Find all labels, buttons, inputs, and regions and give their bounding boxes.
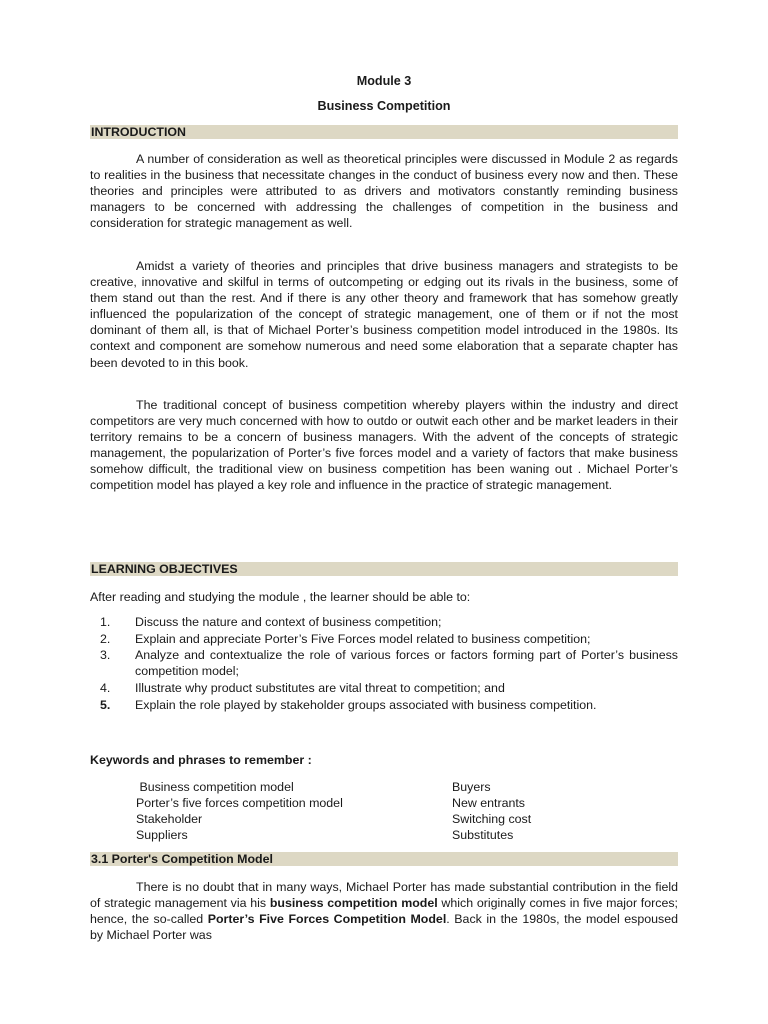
learning-objectives-heading: LEARNING OBJECTIVES bbox=[90, 562, 678, 576]
keyword-item: Buyers bbox=[452, 780, 491, 794]
list-item bbox=[90, 631, 678, 647]
keywords-left-column bbox=[136, 779, 343, 843]
list-item-text: Explain the role played by stakeholder groups associated with business competition. bbox=[135, 697, 597, 712]
intro-paragraph-1: A number of consideration as well as theoretical principles were discussed in Module 2 as regards to realities in the business that necessitate changes in the conduct of business every now and then. These theories and principles were attributed to as drivers and motivators constantly reminding business managers to be concerned with addressing the challenges of competition in the business and consideration for strategic management as well. bbox=[90, 152, 678, 231]
intro-paragraph-2: Amidst a variety of theories and principles that drive business managers and strategists to be creative, innovative and skilful in terms of outcompeting or edging out its rivals in the business, some of them stand out than the rest. And if there is any other theory and framework that has somehow greatly influenced the popularization of the concept of strategic management, one of them or if not the most dominant of them all, is that of Michael Porter’s business competition model introduced in the 1980s. Its context and component are somehow numerous and need some elaboration that a separate chapter has been devoted to in this book. bbox=[90, 259, 678, 370]
list-item-text: Illustrate why product substitutes are vital threat to competition; and bbox=[135, 681, 505, 696]
bold-term: Porter’s Five Forces Competition Model bbox=[207, 912, 447, 927]
module-title: Module 3 bbox=[356, 74, 412, 88]
list-item-text: Explain and appreciate Porter’s Five Forces model related to business competition; bbox=[135, 631, 591, 646]
list-item bbox=[90, 697, 678, 713]
objectives-list bbox=[90, 614, 678, 714]
list-item bbox=[90, 647, 678, 679]
keyword-item: New entrants bbox=[452, 796, 526, 810]
keyword-item: Porter’s five forces competition model bbox=[136, 796, 343, 810]
intro-paragraph-3: The traditional concept of business competition whereby players within the industry and direct competitors are very much concerned with how to outdo or outwit each other and be market leaders in their territory remains to be a concern of business managers. With the advent of the concepts of strategic management, the popularization of Porter’s five forces model and a variety of factors that make business somehow difficult, the traditional view on business competition has been waning out . Michael Porter’s competition model has played a key role and influence in the practice of strategic management. bbox=[90, 398, 678, 493]
paragraph-text: There is no doubt that in many ways, Michael Porter has made substantial contribution in the field of strategic management via his bbox=[90, 880, 678, 911]
keyword-item: Switching cost bbox=[452, 812, 532, 826]
section-3-1-heading: 3.1 Porter's Competition Model bbox=[90, 852, 678, 866]
list-number: 1. bbox=[100, 615, 111, 629]
keywords-right-column bbox=[452, 779, 531, 843]
list-item-text: Analyze and contextualize the role of various forces or factors forming part of Porter’s business competition model; bbox=[135, 648, 678, 679]
list-number: 4. bbox=[100, 681, 111, 696]
list-item bbox=[90, 680, 678, 696]
list-number: 5. bbox=[100, 697, 111, 712]
module-subtitle: Business Competition bbox=[317, 99, 451, 113]
paragraph-text: . Back in the 1980s, the model espoused by Michael Porter was bbox=[90, 912, 678, 943]
objectives-lead: After reading and studying the module , the learner should be able to: bbox=[90, 590, 471, 604]
keyword-item: Business competition model bbox=[136, 780, 294, 794]
list-number: 2. bbox=[100, 631, 111, 646]
introduction-heading: INTRODUCTION bbox=[90, 125, 678, 139]
keyword-item: Stakeholder bbox=[136, 812, 203, 826]
list-item bbox=[90, 614, 678, 630]
list-item-text: Discuss the nature and context of business competition; bbox=[135, 615, 442, 629]
section-3-1-paragraph bbox=[90, 879, 678, 943]
bold-term: business competition model bbox=[269, 896, 438, 911]
keywords-heading: Keywords and phrases to remember : bbox=[90, 753, 312, 767]
paragraph-text: which originally comes in five major forces; hence, the so-called bbox=[90, 896, 678, 927]
keyword-item: Substitutes bbox=[452, 828, 514, 842]
keyword-item: Suppliers bbox=[136, 828, 188, 842]
list-number: 3. bbox=[100, 648, 111, 663]
